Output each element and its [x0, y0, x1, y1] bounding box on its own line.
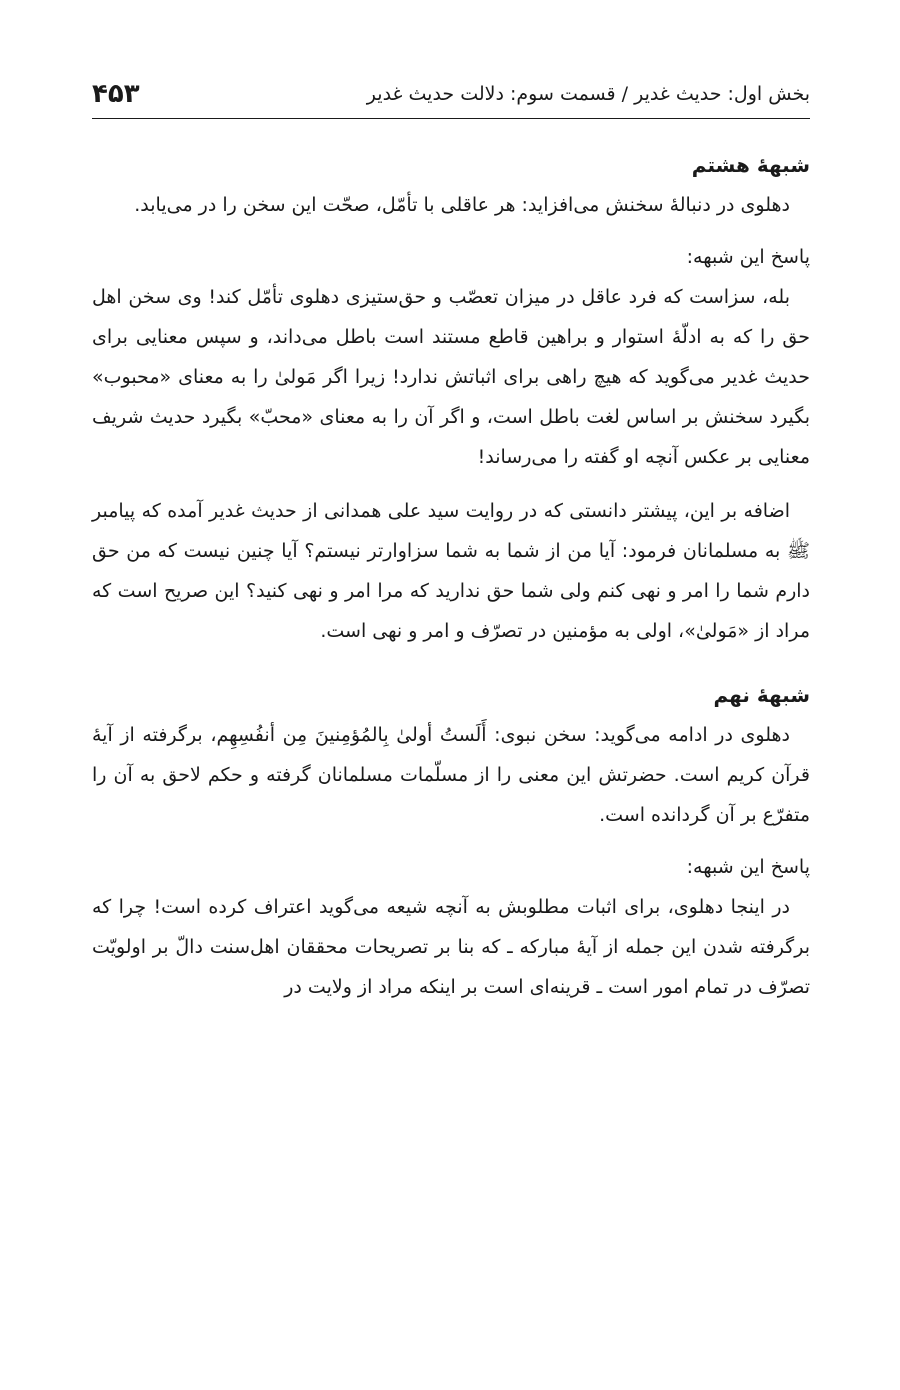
section-heading-ninth: شبههٔ نهم	[713, 683, 810, 707]
paragraph-ninth-answer-1: در اینجا دهلوی، برای اثبات مطلوبش به آنچه شیعه می‌گوید اعتراف کرده است! چرا که برگرفته شدن این جمله از آیهٔ مبارکه ـ که بنا بر تصریحات محققان اهل‌سنت دالّ بر اولویّت تصرّف در تمام امور است ـ قرینه‌ای است بر اینکه مراد از ولایت در	[92, 896, 810, 998]
answer-label-ninth: پاسخ این شبهه:	[686, 856, 810, 878]
header-title: بخش اول: حدیث غدیر / قسمت سوم: دلالت حدیث غدیر	[366, 83, 810, 105]
paragraph-eighth-answer-1: بله، سزاست که فرد عاقل در میزان تعصّب و حق‌ستیزی دهلوی تأمّل کند! وی سخن اهل حق را که به ادلّهٔ استوار و براهین قاطع مستند است باطل می‌داند، و سپس معنایی برای حدیث غدیر می‌گوید که هیچ راهی برای اثباتش ندارد! زیرا اگر مَولیٰ را به معنای «محبوب» بگیرد سخنش بر اساس لغت باطل است، و اگر آن را به معنای «محبّ» بگیرد حدیث شریف معنایی بر عکس آنچه او گفته را می‌رساند!	[92, 286, 810, 468]
section-heading-eighth: شبههٔ هشتم	[691, 153, 810, 177]
page-content	[92, 145, 810, 1007]
book-page	[92, 70, 810, 1007]
paragraph-eighth-intro: دهلوی در دنبالهٔ سخنش می‌افزاید: هر عاقلی با تأمّل، صحّت این سخن را در می‌یابد.	[134, 194, 790, 216]
paragraph-ninth-intro: دهلوی در ادامه می‌گوید: سخن نبوی: أَلَستُ أولیٰ بِالمُؤمِنینَ مِن أنفُسِهِم، برگرفته از آیهٔ قرآن کریم است. حضرتش این معنی را از مسلّمات مسلمانان گرفته و حکم لاحق به آن را متفرّع بر آن گردانده است.	[92, 724, 810, 826]
answer-label-eighth: پاسخ این شبهه:	[686, 246, 810, 268]
running-header	[92, 70, 810, 119]
page-number: ۴۵۳	[92, 79, 140, 109]
paragraph-eighth-answer-2: اضافه بر این، پیشتر دانستی که در روایت سید علی همدانی از حدیث غدیر آمده که پیامبر ﷺ به مسلمانان فرمود: آیا من از شما به شما سزاوارتر نیستم؟ آیا چنین نیست که من حق دارم شما را امر و نهی کنم ولی شما حق ندارید که مرا امر و نهی کنید؟ این صریح است که مراد از «مَولیٰ»، اولی به مؤمنین در تصرّف و امر و نهی است.	[92, 500, 810, 642]
